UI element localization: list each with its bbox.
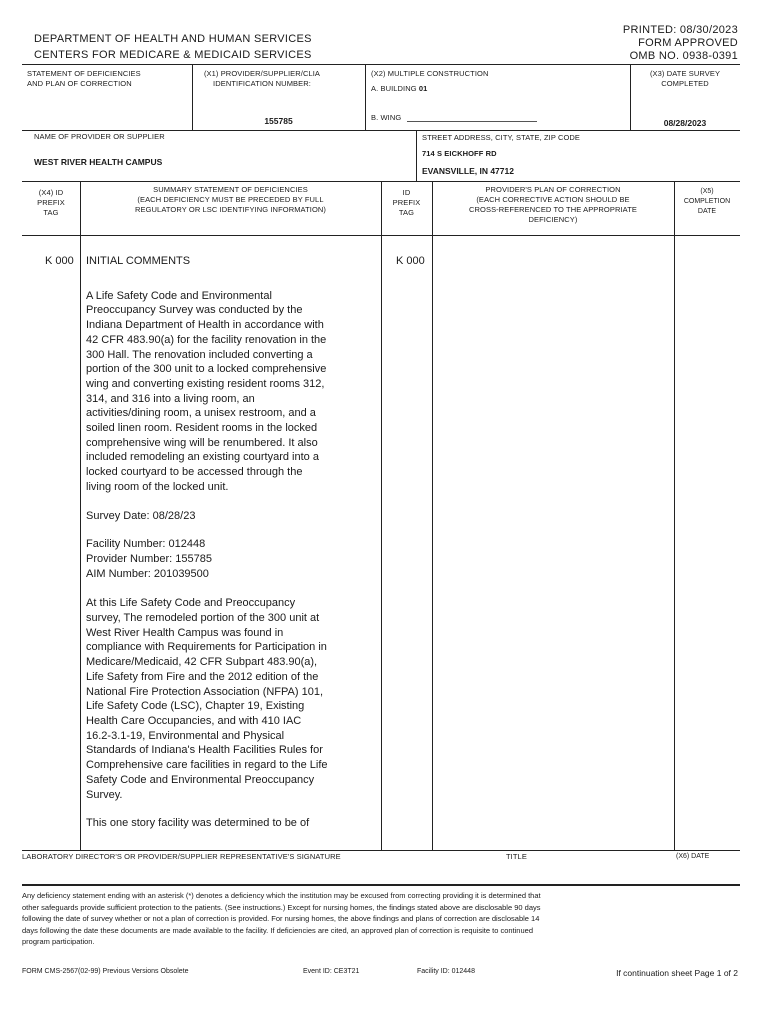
plan-header: PROVIDER'S PLAN OF CORRECTION (EACH CORRECTIVE ACTION SHOULD BE CROSS-REFERENCED TO THE APPROPRIATE DEFICIENCY) <box>469 185 637 224</box>
title-label: TITLE <box>506 852 527 861</box>
form-approved: FORM APPROVED <box>638 37 738 49</box>
paragraph-survey-date: Survey Date: 08/28/23 <box>86 509 196 522</box>
paragraph-compliance: At this Life Safety Code and Preoccupancy survey, The remodeled portion of the 300 unit at West River Health Campus was found in compliance with Requirements for Participation in Medicare/Medicaid, 42 CFR Subpart 483.90(a), Life Safety from Fire and the 2012 edition of the National Fire Protection Association (NFPA) 101, Life Safety Code (LSC), Chapter 19, Existing Health Care Occupancies, and with 410 IAC 16.2-3.1-19, Environmental and Physical Standards of Indiana's Health Facilities Rules for Comprehensive care facilities in regard to the Life Safety Code and Environmental Preoccupancy Survey. <box>86 597 328 801</box>
facility-id: Facility ID: 012448 <box>417 968 475 975</box>
x2-label: (X2) MULTIPLE CONSTRUCTION <box>371 69 489 78</box>
x5-header: (X5) COMPLETION DATE <box>683 188 731 215</box>
summary-text <box>86 254 378 831</box>
left-tag: K 000 <box>45 255 74 267</box>
building-row <box>371 84 427 94</box>
printed-date: PRINTED: 08/30/2023 <box>622 24 738 36</box>
department-name: DEPARTMENT OF HEALTH AND HUMAN SERVICES <box>34 33 312 45</box>
provider-name-label: NAME OF PROVIDER OR SUPPLIER <box>34 132 165 141</box>
survey-completed-date: 08/28/2023 <box>663 118 707 128</box>
deficiency-footnote: Any deficiency statement ending with an asterisk (*) denotes a deficiency which the institution may be excused from correcting providing it is determined that other safeguards provide sufficient protection to the patients. (See instructions.) Except for nursing homes, the findings stated above are disclosable 90 days following the date of survey whether or not a plan of correction is provided. For nursing homes, the above findings and plans of correction are disclosable 14 days following the date these documents are made available to the facility. If deficiencies are cited, an approved plan of correction is requisite to continued program participation. <box>22 891 541 947</box>
building-value: 01 <box>418 84 428 93</box>
right-tag: K 000 <box>396 255 425 267</box>
address-label: STREET ADDRESS, CITY, STATE, ZIP CODE <box>422 133 581 142</box>
wing-row <box>371 113 401 123</box>
event-id: Event ID: CE3T21 <box>303 968 360 975</box>
page-indicator: If continuation sheet Page 1 of 2 <box>616 968 738 978</box>
id-header: ID PREFIX TAG <box>392 188 421 217</box>
cms-name: CENTERS FOR MEDICARE & MEDICAID SERVICES <box>34 49 312 61</box>
x4-header: (X4) ID PREFIX TAG <box>37 188 65 217</box>
street-address: 714 S EICKHOFF RD <box>422 149 497 158</box>
city-state-zip: EVANSVILLE, IN 47712 <box>422 166 514 176</box>
statement-label: STATEMENT OF DEFICIENCIES AND PLAN OF CORRECTION <box>27 69 141 88</box>
form-id: FORM CMS-2567(02-99) Previous Versions Obsolete <box>22 968 189 975</box>
x3-label: (X3) DATE SURVEY COMPLETED <box>649 69 721 88</box>
provider-name: WEST RIVER HEALTH CAMPUS <box>34 157 163 167</box>
section-heading: INITIAL COMMENTS <box>86 255 191 267</box>
summary-header: SUMMARY STATEMENT OF DEFICIENCIES (EACH DEFICIENCY MUST BE PRECEDED BY FULL REGULATORY OR LSC IDENTIFYING INFORMATION) <box>134 185 327 214</box>
x6-date-label: (X6) DATE <box>676 853 710 860</box>
x1-label: (X1) PROVIDER/SUPPLIER/CLIA IDENTIFICATION NUMBER: <box>203 69 321 88</box>
paragraph-facility: This one story facility was determined to be of <box>86 817 310 830</box>
paragraph-identifiers: Facility Number: 012448 Provider Number: 155785 AIM Number: 201039500 <box>86 538 212 580</box>
wing-label: B. WING <box>371 113 402 122</box>
building-label: A. BUILDING <box>371 84 417 93</box>
signature-label: LABORATORY DIRECTOR'S OR PROVIDER/SUPPLIER REPRESENTATIVE'S SIGNATURE <box>22 852 341 861</box>
omb-number: OMB NO. 0938-0391 <box>629 50 738 62</box>
paragraph-survey-intro: A Life Safety Code and Environmental Preoccupancy Survey was conducted by the Indiana Department of Health in accordance with 42 CFR 483.90(a) for the facility renovation in the 300 Hall. The renovation included converting a portion of the 300 unit to a locked comprehensive wing and converting existing resident rooms 312, 314, and 316 into a living room, an activities/dining room, a unisex restroom, and a soiled linen room. Resident rooms in the locked comprehensive wing will be renumbered. It also included remodeling an existing courtyard into a locked courtyard to be accessed through the living room of the locked unit. <box>86 289 327 493</box>
provider-number: 155785 <box>264 116 293 126</box>
